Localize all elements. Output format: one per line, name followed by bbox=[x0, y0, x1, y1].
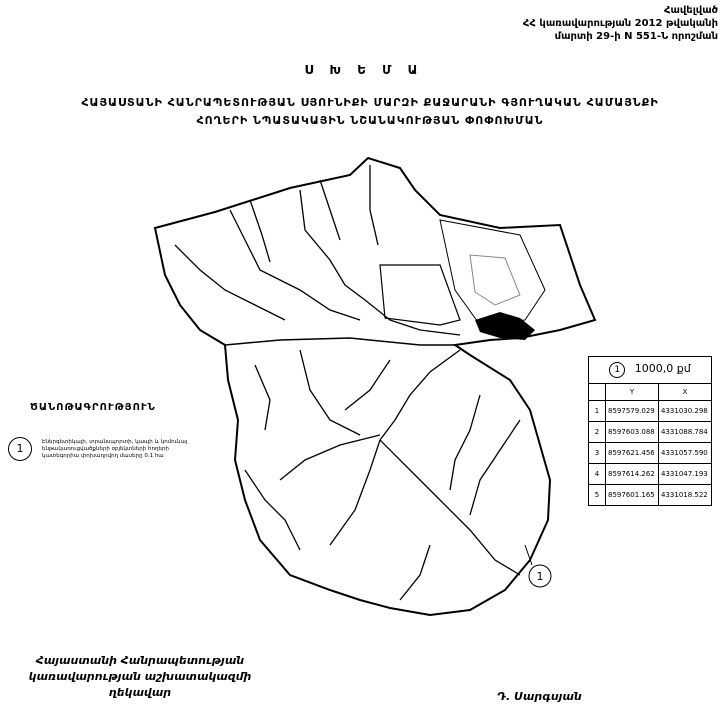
coordinates-table bbox=[588, 356, 712, 506]
table-row bbox=[589, 464, 712, 485]
river-line bbox=[330, 350, 460, 545]
main-title-line-1: ՀԱՅԱՍՏԱՆԻ ՀԱՆՐԱՊԵՏՈՒԹՅԱՆ ՍՅՈՒՆԻՔԻ ՄԱՐԶԻ ՔԱՋԱՐԱՆԻ ԳՅՈՒՂԱԿԱՆ ՀԱՄԱՅՆՔԻ bbox=[81, 96, 659, 109]
row-number: 1 bbox=[589, 401, 606, 422]
signer-position-line-3: ղեկավար bbox=[108, 686, 172, 699]
river-line bbox=[255, 365, 270, 430]
parcel-outline-3 bbox=[470, 255, 520, 305]
area-value: 1000,0 քմ bbox=[634, 362, 691, 375]
legend-description: Էներգետիկայի, տրանսպորտի, կապի և կոմունալ ենթակառուցվածքների օբյեկտների հողերի կատեգորիա փոխադրվող մասերը 0.1 հա bbox=[42, 439, 188, 459]
appendix-line-2: ՀՀ կառավարության 2012 թվականի bbox=[522, 18, 718, 29]
parcel-outline-1 bbox=[380, 265, 460, 325]
main-title-line-2: ՀՈՂԵՐԻ ՆՊԱՏԱԿԱՅԻՆ ՆՇԱՆԱԿՈՒԹՅԱՆ ՓՈՓՈԽՄԱՆ bbox=[196, 114, 544, 127]
coordinate-y: 8597601.165 bbox=[606, 485, 659, 506]
river-line bbox=[370, 165, 378, 245]
signer-position bbox=[20, 653, 260, 701]
signer-position-line-1: Հայաստանի Հանրապետության bbox=[35, 654, 245, 667]
scheme-title: Ս Խ Ե Մ Ա bbox=[304, 63, 424, 77]
river-line bbox=[400, 545, 430, 600]
table-row bbox=[589, 401, 712, 422]
appendix-line-3: մարտի 29-ի N 551-Ն որոշման bbox=[554, 31, 718, 42]
column-header-y: Y bbox=[606, 384, 659, 401]
table-row bbox=[589, 422, 712, 443]
coordinate-x: 4331088.784 bbox=[659, 422, 712, 443]
row-number: 4 bbox=[589, 464, 606, 485]
column-header-x: X bbox=[659, 384, 712, 401]
river-line bbox=[300, 350, 360, 435]
row-number: 5 bbox=[589, 485, 606, 506]
river-line bbox=[320, 180, 340, 240]
settlement-area bbox=[475, 312, 535, 340]
row-number: 3 bbox=[589, 443, 606, 464]
river-line bbox=[345, 360, 390, 410]
area-row bbox=[589, 357, 712, 384]
signer-name: Դ. Սարգսյան bbox=[497, 690, 582, 703]
table-row bbox=[589, 443, 712, 464]
signer-position-line-2: կառավարության աշխատակազմի bbox=[28, 670, 252, 683]
table-header-row bbox=[589, 384, 712, 401]
river-line bbox=[230, 210, 360, 320]
river-line bbox=[280, 435, 380, 480]
coordinate-x: 4331030.298 bbox=[659, 401, 712, 422]
coordinate-x: 4331018.522 bbox=[659, 485, 712, 506]
river-line bbox=[450, 395, 480, 490]
coordinate-y: 8597603.088 bbox=[606, 422, 659, 443]
legend-title: ԾԱՆՈԹԱԳՐՈՒԹՅՈՒՆ bbox=[30, 402, 156, 413]
ridge-line bbox=[225, 338, 455, 345]
community-boundary bbox=[155, 158, 595, 615]
legend-marker: 1 bbox=[8, 437, 32, 461]
coordinate-y: 8597579.029 bbox=[606, 401, 659, 422]
river-network bbox=[175, 165, 520, 600]
coordinate-y: 8597621.456 bbox=[606, 443, 659, 464]
map-marker-label: 1 bbox=[536, 570, 544, 583]
row-number: 2 bbox=[589, 422, 606, 443]
river-line bbox=[380, 440, 520, 575]
river-line bbox=[250, 200, 270, 262]
coordinate-x: 4331057.590 bbox=[659, 443, 712, 464]
coordinate-y: 8597614.262 bbox=[606, 464, 659, 485]
coordinate-x: 4331047.193 bbox=[659, 464, 712, 485]
table-marker: 1 bbox=[609, 362, 625, 378]
river-line bbox=[245, 470, 300, 550]
river-line bbox=[470, 420, 520, 515]
table-row bbox=[589, 485, 712, 506]
appendix-line-1: Հավելված bbox=[663, 5, 718, 16]
